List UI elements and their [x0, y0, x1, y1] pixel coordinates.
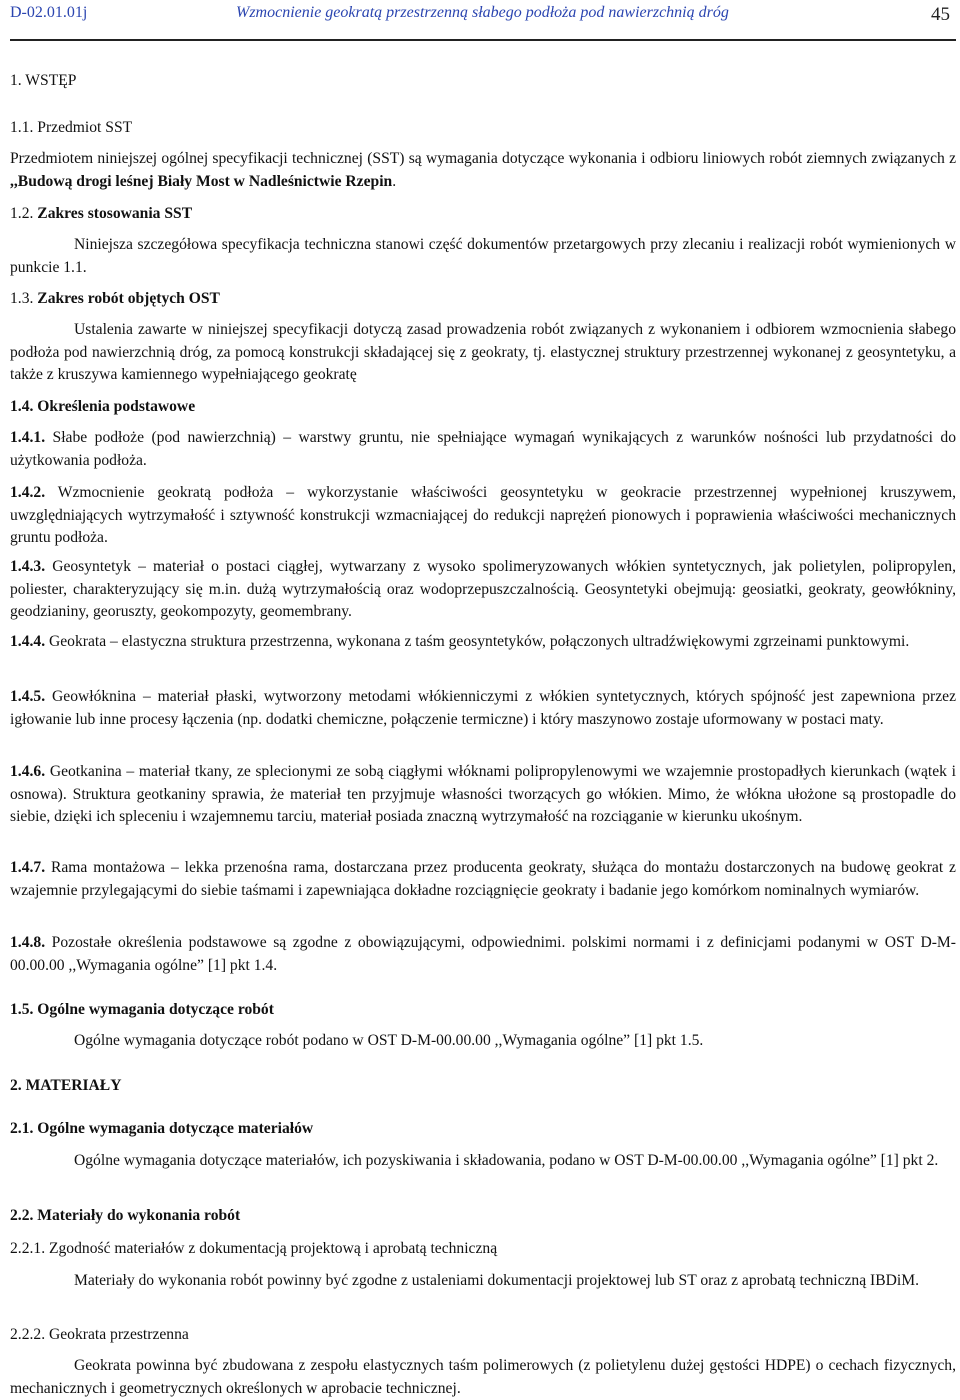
- document-code: D-02.01.01j: [10, 4, 88, 21]
- section-1-1-project-name: ,,Budową drogi leśnej Biały Most w Nadleśnictwie Rzepin: [10, 172, 393, 190]
- section-1-5-body: [10, 1030, 956, 1053]
- definition-1-4-8: [10, 932, 956, 977]
- definition-number: 1.4.4.: [10, 633, 46, 650]
- definition-text: Pozostałe określenia podstawowe są zgodne z obowiązującymi, odpowiednimi. polskimi normami i z definicjami podanymi w OST D-M-00.00.00 ,,Wymagania ogólne” [1] pkt 1.4.: [10, 934, 956, 974]
- definition-text: Geokrata – elastyczna struktura przestrzenna, wykonana z taśm geosyntetyków, połączonych ultradźwiękowymi zgrzeinami punktowymi.: [49, 633, 910, 650]
- definition-1-4-3: [10, 556, 956, 624]
- definition-text: Rama montażowa – lekka przenośna rama, dostarczana przez producenta geokraty, służąca do montażu dostarczonych na budowę geokrat z wzajemnie przylegającymi do siebie taśmami i zapewniająca dokładne rozciągnięcie geokraty i badanie jego komórkom nominalnych wymiarów.: [10, 859, 956, 899]
- definition-1-4-2: [10, 482, 956, 550]
- definition-number: 1.4.6.: [10, 763, 46, 780]
- definition-1-4-5: [10, 686, 956, 731]
- section-1-5-text: Ogólne wymagania dotyczące robót podano w OST D-M-00.00.00 ,,Wymagania ogólne” [1] pkt 1.5.: [74, 1032, 704, 1049]
- definition-1-4-1: [10, 427, 956, 472]
- section-heading-1-4: 1.4. Określenia podstawowe: [10, 398, 196, 415]
- section-heading-1-2: [10, 203, 192, 225]
- heading-text: Zakres stosowania SST: [37, 205, 193, 222]
- definition-text: Geosyntetyk – materiał o postaci ciągłej, wytwarzany z wysoko spolimeryzowanych włókien syntetycznych, jak polietylen, polipropylen, poliester, charakteryzujący się m.in. dużą wytrzymałością oraz wodoprzepuszczalnością. Geosyntetyki obejmują: geosiatki, geokraty, geowłókniny, geodzianiny, georuszty, geokompozyty, geomembrany.: [10, 558, 956, 620]
- definition-text: Wzmocnienie geokratą podłoża – wykorzystanie właściwości geosyntetyku w geokracie przestrzennej wypełnionej kruszywem, uwzględniających wytrzymałość i sztywność konstrukcji wzmacniającej do redukcji naprężeń pionowych i poprawienia właściwości mechanicznych gruntu podłoża.: [10, 484, 956, 546]
- definition-1-4-6: [10, 761, 956, 829]
- running-header: [10, 4, 956, 34]
- document-title: Wzmocnienie geokratą przestrzenną słabego podłoża pod nawierzchnią dróg: [236, 4, 729, 21]
- section-heading-1-5: 1.5. Ogólne wymagania dotyczące robót: [10, 1001, 274, 1018]
- subsection-2-2-1-text: Materiały do wykonania robót powinny być zgodne z ustaleniami dokumentacji projektowej lub ST oraz z aprobatą techniczną IBDiM.: [74, 1272, 919, 1289]
- section-1-1-body: [10, 148, 956, 193]
- definition-number: 1.4.8.: [10, 934, 46, 951]
- definition-number: 1.4.7.: [10, 859, 46, 876]
- subsection-2-2-2-text: Geokrata powinna być zbudowana z zespołu elastycznych taśm polimerowych (z polietylenu dużej gęstości HDPE) o cechach fizycznych, mechanicznych i geometrycznych określonych w aprobacie technicznej.: [10, 1357, 956, 1397]
- section-1-2-body: [10, 234, 956, 279]
- section-1-2-text: Niniejsza szczegółowa specyfikacja techniczna stanowi część dokumentów przetargowych przy zlecaniu i realizacji robót wymienionych w punkcie 1.1.: [10, 236, 956, 276]
- page-number: 45: [931, 4, 950, 25]
- definition-number: 1.4.5.: [10, 688, 46, 705]
- section-heading-1-3: [10, 288, 220, 310]
- section-1-3-body: [10, 319, 956, 387]
- subsection-heading-2-2-1: 2.2.1. Zgodność materiałów z dokumentacją projektową i aprobatą techniczną: [10, 1240, 498, 1257]
- subsection-2-2-2-body: [10, 1355, 956, 1400]
- definition-text: Słabe podłoże (pod nawierzchnią) – warstwy gruntu, nie spełniające wymagań wynikających z warunków nośności lub przydatności do użytkowania podłoża.: [10, 429, 956, 469]
- header-rule: [10, 39, 956, 41]
- definition-number: 1.4.2.: [10, 484, 46, 501]
- definition-text: Geotkanina – materiał tkany, ze splecionymi ze sobą ciągłymi włóknami polipropylenowymi we wzajemnie prostopadłych kierunkach (wątek i osnowa). Struktura geotkaniny sprawia, że materiał ten przyjmuje własności tworzących go włókien. Mimo, że włókna ułożone są prostopadle do siebie, dzięki ich spleceniu i wzajemnemu tarciu, materiał posiada znaczną wytrzymałość na rozciąganie w kierunku ukośnym.: [10, 763, 956, 825]
- section-heading-2-2: 2.2. Materiały do wykonania robót: [10, 1207, 241, 1224]
- definition-number: 1.4.3.: [10, 558, 46, 575]
- section-heading-1-1: 1.1. Przedmiot SST: [10, 119, 133, 136]
- section-2-1-text: Ogólne wymagania dotyczące materiałów, ich pozyskiwania i składowania, podano w OST D-M-00.00.00 ,,Wymagania ogólne” [1] pkt 2.: [74, 1152, 939, 1169]
- definition-number: 1.4.1.: [10, 429, 46, 446]
- subsection-2-2-1-body: [10, 1270, 956, 1293]
- heading-number: 1.3.: [10, 290, 34, 307]
- section-1-3-text: Ustalenia zawarte w niniejszej specyfikacji dotyczą zasad prowadzenia robót związanych z wykonaniem i odbiorem wzmocnienia słabego podłoża pod nawierzchnią dróg, za pomocą konstrukcji składającej się z geokraty, tj. elastycznej struktury przestrzennej wykonanej z geosyntetyku, a także z kruszywa kamiennego wypełniającego geokratę: [10, 321, 956, 383]
- definition-text: Geowłóknina – materiał płaski, wytworzony metodami włókienniczymi z włókien syntetycznych, których spójność jest zapewniona przez igłowanie lub inne procesy łączenia (np. dodatki chemiczne, połączenie termiczne) i który maszynowo zostaje uformowany w postaci maty.: [10, 688, 956, 728]
- section-heading-2-1: 2.1. Ogólne wymagania dotyczące materiałów: [10, 1120, 314, 1137]
- definition-1-4-7: [10, 857, 956, 902]
- subsection-heading-2-2-2: 2.2.2. Geokrata przestrzenna: [10, 1326, 189, 1343]
- section-2-1-body: [10, 1150, 956, 1173]
- section-heading-1: 1. WSTĘP: [10, 72, 77, 89]
- definition-1-4-4: [10, 631, 956, 654]
- section-1-1-text-end: .: [392, 172, 397, 190]
- heading-text: Zakres robót objętych OST: [37, 290, 220, 307]
- heading-number: 1.2.: [10, 205, 34, 222]
- section-heading-2: 2. MATERIAŁY: [10, 1077, 122, 1094]
- document-page: [10, 0, 956, 1399]
- section-1-1-text: Przedmiotem niniejszej ogólnej specyfikacji technicznej (SST) są wymagania dotyczące wykonania i odbioru liniowych robót ziemnych związanych z: [10, 150, 956, 167]
